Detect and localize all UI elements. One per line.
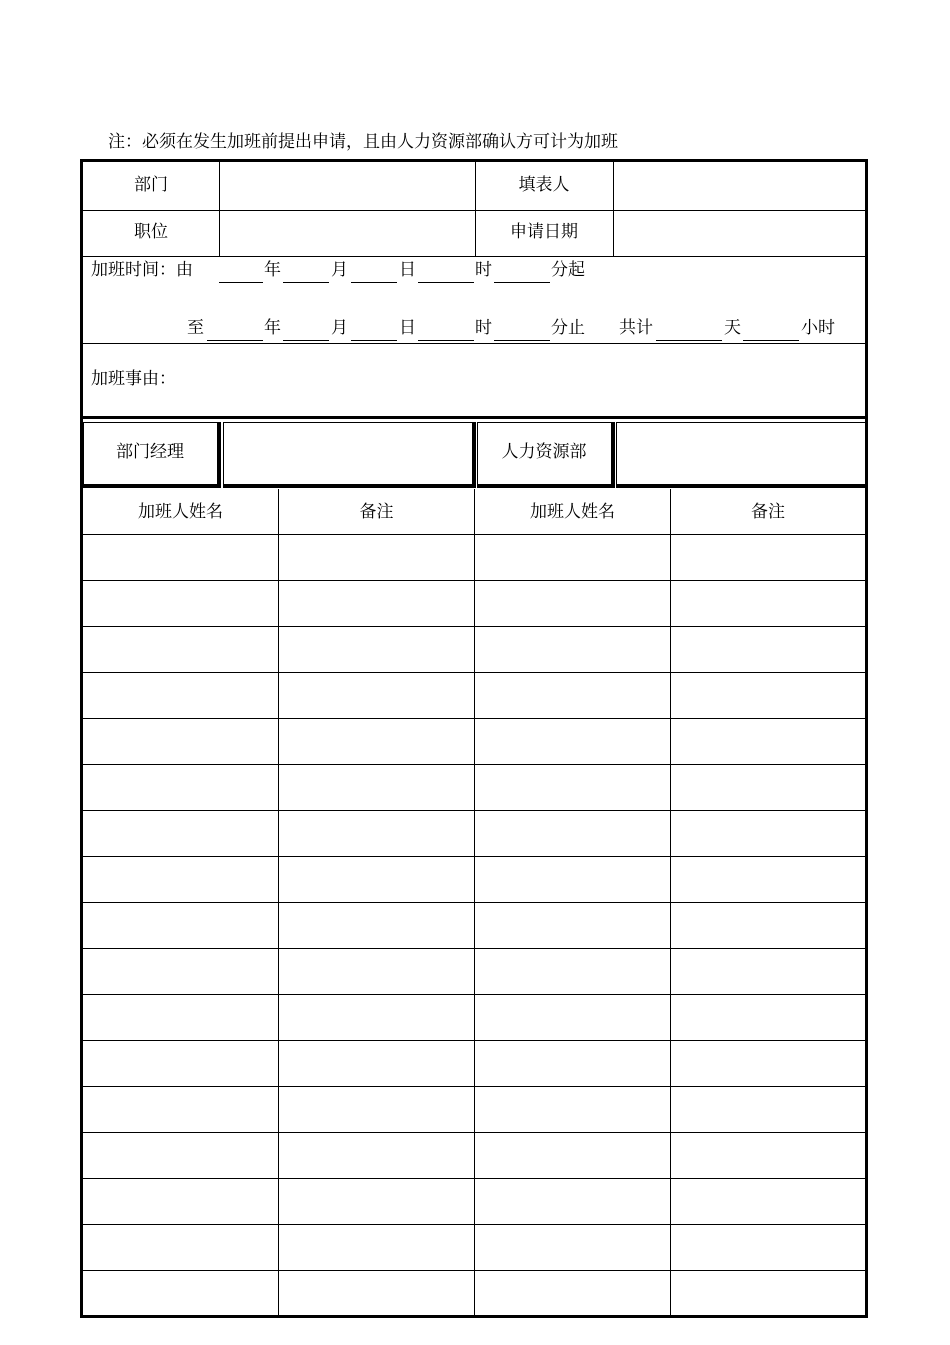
name-cell[interactable]	[475, 811, 671, 857]
total-hours-blank[interactable]	[743, 340, 799, 341]
remark-header: 备注	[359, 502, 394, 522]
name-cell[interactable]	[475, 1041, 671, 1087]
name-cell[interactable]	[475, 627, 671, 673]
remark-cell[interactable]	[671, 1133, 865, 1179]
name-cell[interactable]	[475, 1179, 671, 1225]
hours-unit: 小时	[801, 318, 835, 338]
remark-cell[interactable]	[279, 1041, 475, 1087]
name-cell[interactable]	[83, 627, 279, 673]
end-hour-blank[interactable]	[418, 340, 474, 341]
name-cell[interactable]	[83, 1087, 279, 1133]
table-row	[83, 1041, 865, 1087]
start-hour-blank[interactable]	[418, 282, 474, 283]
end-year-blank[interactable]	[207, 340, 263, 341]
month-unit: 月	[331, 260, 348, 280]
header-cell	[475, 489, 671, 535]
name-cell[interactable]	[475, 1271, 671, 1317]
table-row	[83, 857, 865, 903]
reason-label: 加班事由：	[91, 369, 176, 389]
table-row	[83, 1133, 865, 1179]
form-note: 注：必须在发生加班前提出申请，且由人力资源部确认方可计为加班	[108, 132, 618, 152]
remark-cell[interactable]	[671, 949, 865, 995]
month-unit: 月	[331, 318, 348, 338]
name-cell[interactable]	[475, 1087, 671, 1133]
table-row	[83, 627, 865, 673]
remark-cell[interactable]	[671, 673, 865, 719]
remark-cell[interactable]	[279, 1133, 475, 1179]
name-cell[interactable]	[83, 1133, 279, 1179]
hr-sign-field[interactable]	[616, 422, 865, 488]
remark-cell[interactable]	[671, 1179, 865, 1225]
filler-field[interactable]	[614, 162, 865, 210]
header-cell	[83, 489, 279, 535]
position-label: 职位	[134, 222, 168, 242]
name-cell[interactable]	[83, 765, 279, 811]
table-row	[83, 673, 865, 719]
position-field[interactable]	[220, 211, 475, 256]
name-cell[interactable]	[475, 995, 671, 1041]
remark-cell[interactable]	[671, 1087, 865, 1133]
remark-cell[interactable]	[279, 995, 475, 1041]
name-cell[interactable]	[475, 949, 671, 995]
name-cell[interactable]	[83, 949, 279, 995]
table-header-row	[83, 489, 865, 535]
name-cell[interactable]	[475, 857, 671, 903]
table-row	[83, 1271, 865, 1317]
remark-cell[interactable]	[671, 811, 865, 857]
remark-cell[interactable]	[671, 903, 865, 949]
dept-label: 部门	[134, 175, 168, 195]
day-unit: 日	[399, 260, 416, 280]
total-label: 共计	[619, 318, 653, 338]
remark-cell[interactable]	[279, 1179, 475, 1225]
remark-cell[interactable]	[671, 627, 865, 673]
apply-date-label: 申请日期	[510, 222, 578, 242]
name-cell[interactable]	[475, 903, 671, 949]
end-suffix: 分止	[551, 318, 585, 338]
name-cell[interactable]	[83, 535, 279, 581]
remark-cell[interactable]	[671, 581, 865, 627]
remark-cell[interactable]	[671, 857, 865, 903]
to-label: 至	[187, 318, 204, 338]
name-cell[interactable]	[475, 673, 671, 719]
ot-time-label: 加班时间：由	[91, 260, 193, 280]
end-minute-blank[interactable]	[494, 340, 550, 341]
divider	[83, 416, 865, 419]
remark-cell[interactable]	[671, 719, 865, 765]
remark-cell[interactable]	[279, 765, 475, 811]
total-days-blank[interactable]	[656, 340, 722, 341]
dept-field[interactable]	[220, 162, 475, 210]
remark-cell[interactable]	[671, 995, 865, 1041]
name-cell[interactable]	[475, 1133, 671, 1179]
remark-cell[interactable]	[279, 903, 475, 949]
days-unit: 天	[724, 318, 741, 338]
year-unit: 年	[264, 318, 281, 338]
remark-cell[interactable]	[279, 719, 475, 765]
name-header: 加班人姓名	[530, 502, 615, 522]
name-cell[interactable]	[83, 673, 279, 719]
table-row	[83, 1179, 865, 1225]
table-row	[83, 581, 865, 627]
end-month-blank[interactable]	[283, 340, 329, 341]
start-year-blank[interactable]	[219, 282, 263, 283]
table-row	[83, 765, 865, 811]
year-unit: 年	[264, 260, 281, 280]
remark-cell[interactable]	[279, 1225, 475, 1271]
table-row	[83, 1087, 865, 1133]
remark-cell[interactable]	[671, 535, 865, 581]
name-cell[interactable]	[83, 1225, 279, 1271]
name-cell[interactable]	[83, 1271, 279, 1317]
overtime-form	[80, 159, 868, 1318]
divider	[83, 256, 865, 257]
remark-cell[interactable]	[671, 1271, 865, 1317]
name-cell[interactable]	[475, 765, 671, 811]
remark-cell[interactable]	[279, 673, 475, 719]
name-cell[interactable]	[83, 857, 279, 903]
name-cell[interactable]	[475, 719, 671, 765]
header-cell	[671, 489, 865, 535]
start-month-blank[interactable]	[283, 282, 329, 283]
hr-label: 人力资源部	[501, 442, 587, 462]
table-row	[83, 1225, 865, 1271]
remark-cell[interactable]	[279, 535, 475, 581]
remark-cell[interactable]	[279, 1087, 475, 1133]
table-row	[83, 995, 865, 1041]
remark-cell[interactable]	[279, 581, 475, 627]
start-day-blank[interactable]	[351, 282, 397, 283]
remark-cell[interactable]	[279, 857, 475, 903]
header-cell	[279, 489, 475, 535]
table-row	[83, 719, 865, 765]
filler-label: 填表人	[518, 175, 570, 195]
name-cell[interactable]	[475, 535, 671, 581]
remark-header: 备注	[751, 502, 785, 522]
hour-unit: 时	[475, 318, 492, 338]
name-cell[interactable]	[83, 1041, 279, 1087]
name-cell[interactable]	[83, 811, 279, 857]
name-header: 加班人姓名	[138, 502, 223, 522]
apply-date-field[interactable]	[614, 211, 865, 256]
name-cell[interactable]	[83, 719, 279, 765]
name-cell[interactable]	[475, 581, 671, 627]
reason-field[interactable]	[173, 344, 863, 416]
day-unit: 日	[399, 318, 416, 338]
dept-manager-label: 部门经理	[116, 442, 184, 462]
name-cell[interactable]	[83, 581, 279, 627]
table-row	[83, 811, 865, 857]
dept-manager-sign-field[interactable]	[223, 422, 476, 488]
remark-cell[interactable]	[671, 765, 865, 811]
table-row	[83, 903, 865, 949]
remark-cell[interactable]	[279, 1271, 475, 1317]
hour-unit: 时	[475, 260, 492, 280]
end-day-blank[interactable]	[351, 340, 397, 341]
remark-cell[interactable]	[279, 949, 475, 995]
table-row	[83, 949, 865, 995]
start-minute-blank[interactable]	[494, 282, 550, 283]
name-cell[interactable]	[83, 903, 279, 949]
remark-cell[interactable]	[671, 1041, 865, 1087]
remark-cell[interactable]	[671, 1225, 865, 1271]
table-row	[83, 535, 865, 581]
staff-table	[83, 489, 865, 1315]
name-cell[interactable]	[83, 995, 279, 1041]
name-cell[interactable]	[475, 1225, 671, 1271]
name-cell[interactable]	[83, 1179, 279, 1225]
remark-cell[interactable]	[279, 811, 475, 857]
remark-cell[interactable]	[279, 627, 475, 673]
start-suffix: 分起	[551, 260, 585, 280]
